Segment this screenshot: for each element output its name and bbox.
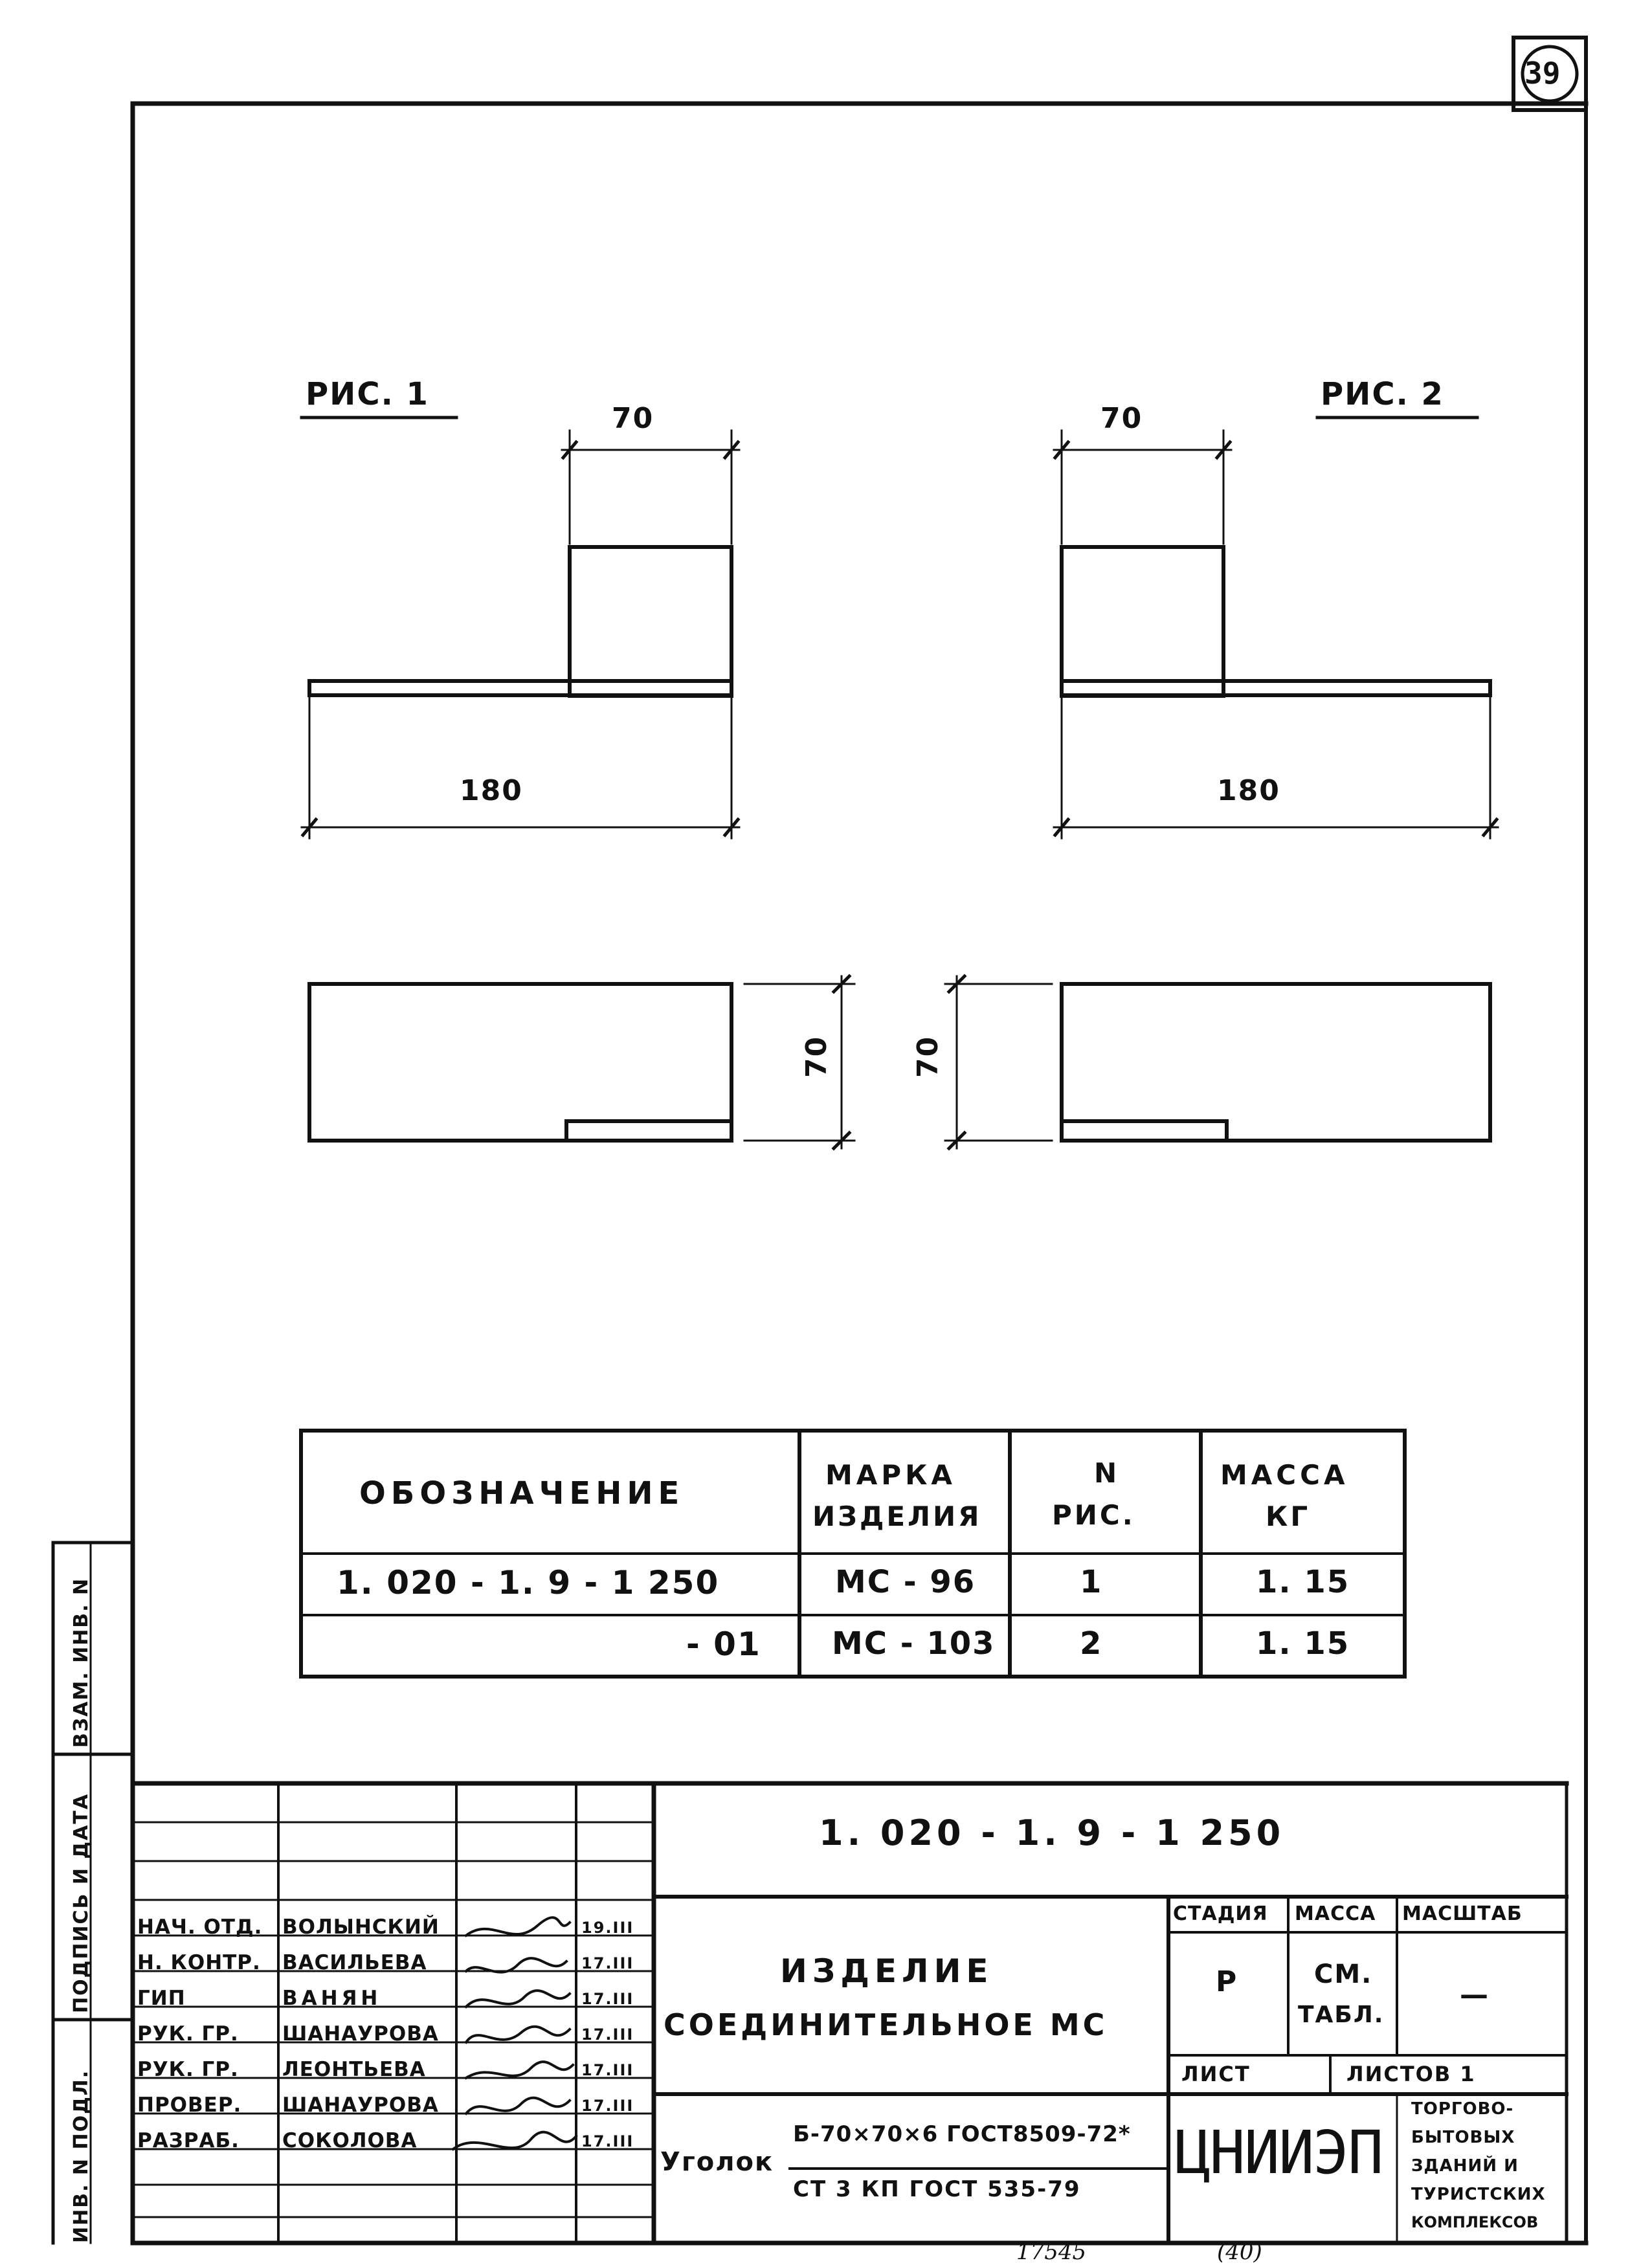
- staff-name: СОКОЛОВА: [282, 2129, 418, 2152]
- spec-header-mark-2: ИЗДЕЛИЯ: [812, 1501, 982, 1532]
- staff-name: ВАСИЛЬЕВА: [282, 1951, 427, 1974]
- side-label-replace-inv: ВЗАМ. ИНВ. N: [70, 1577, 93, 1748]
- sheet-label: ЛИСТ: [1181, 2062, 1251, 2086]
- mass-value-2: ТАБЛ.: [1298, 2002, 1385, 2028]
- spec-row1-mark: МС - 96: [835, 1564, 976, 1600]
- fig2-front-view: [1062, 547, 1490, 696]
- org-desc-3: ЗДАНИЙ И: [1411, 2156, 1519, 2176]
- spec-row2-mass: 1. 15: [1256, 1625, 1350, 1662]
- title-line-2: СОЕДИНИТЕЛЬНОЕ МС: [664, 2007, 1108, 2042]
- spec-row1-designation: 1. 020 - 1. 9 - 1 250: [337, 1564, 720, 1601]
- title-line-1: ИЗДЕЛИЕ: [780, 1952, 994, 1990]
- fig2-dim-bottom: 180: [1217, 774, 1280, 807]
- spec-row1-mass: 1. 15: [1256, 1564, 1350, 1600]
- org-desc-5: КОМПЛЕКСОВ: [1411, 2213, 1539, 2231]
- staff-role: РАЗРАБ.: [137, 2129, 240, 2152]
- material-label: Уголок: [660, 2147, 774, 2177]
- side-label-inv-sub: ИНВ. N ПОДЛ.: [70, 2069, 93, 2243]
- material-top: Б-70×70×6 ГОСТ8509-72*: [793, 2121, 1131, 2147]
- fig1-dim-side: 70: [800, 1035, 833, 1078]
- spec-header-fig-2: РИС.: [1052, 1499, 1135, 1531]
- sheet-number: 39: [1524, 56, 1561, 91]
- sheets-label: ЛИСТОВ 1: [1346, 2062, 1476, 2086]
- spec-row2-designation: - 01: [686, 1625, 761, 1663]
- spec-header-designation: ОБОЗНАЧЕНИЕ: [359, 1475, 685, 1512]
- staff-name: ВАНЯН: [282, 1987, 382, 2010]
- staff-name: ВОЛЫНСКИЙ: [282, 1915, 440, 1939]
- fig1-dim-bottom: 180: [460, 774, 523, 807]
- org-desc-4: ТУРИСТСКИХ: [1411, 2185, 1546, 2204]
- organization-logo: ЦНИИЭП: [1175, 2118, 1383, 2187]
- staff-name: ШАНАУРОВА: [282, 2022, 439, 2046]
- staff-role: НАЧ. ОТД.: [137, 1915, 263, 1939]
- fig2-plan-view: [1062, 984, 1490, 1141]
- spec-header-mass-1: МАССА: [1220, 1459, 1349, 1491]
- staff-role: ГИП: [137, 1987, 186, 2010]
- org-desc-2: БЫТОВЫХ: [1411, 2128, 1515, 2147]
- fig1-dim-top: 70: [612, 402, 654, 435]
- org-desc-1: ТОРГОВО-: [1411, 2099, 1514, 2119]
- staff-name: ЛЕОНТЬЕВА: [282, 2058, 426, 2081]
- staff-date: 17.III: [581, 1990, 634, 2008]
- fig1-front-view: [309, 547, 731, 696]
- fig2-dim-side: 70: [911, 1035, 944, 1078]
- spec-header-mass-2: КГ: [1266, 1501, 1311, 1532]
- scale-label: МАСШТАБ: [1402, 1902, 1523, 1925]
- material-bottom: СТ 3 КП ГОСТ 535-79: [793, 2176, 1081, 2202]
- staff-date: 17.III: [581, 1954, 634, 1972]
- page-reference: (40): [1217, 2239, 1262, 2265]
- staff-role: РУК. ГР.: [137, 2058, 239, 2081]
- spec-header-mark-1: МАРКА: [825, 1459, 956, 1491]
- side-label-signature-date: ПОДПИСЬ И ДАТА: [70, 1792, 93, 2013]
- mass-label: МАССА: [1295, 1902, 1376, 1925]
- spec-row2-mark: МС - 103: [832, 1625, 996, 1662]
- staff-date: 17.III: [581, 2061, 634, 2079]
- spec-row2-fig: 2: [1080, 1625, 1103, 1662]
- scale-value: —: [1460, 1978, 1490, 2011]
- stage-value: Р: [1216, 1965, 1238, 1998]
- fig1-label: РИС. 1: [306, 376, 429, 412]
- staff-role: Н. КОНТР.: [137, 1951, 261, 1974]
- stage-label: СТАДИЯ: [1173, 1902, 1268, 1925]
- staff-date: 17.III: [581, 2132, 634, 2150]
- staff-date: 19.III: [581, 1919, 634, 1937]
- fig2-label: РИС. 2: [1321, 376, 1444, 412]
- staff-date: 17.III: [581, 2025, 634, 2044]
- staff-role: РУК. ГР.: [137, 2022, 239, 2046]
- archive-number: 17545: [1016, 2239, 1087, 2265]
- document-code: 1. 020 - 1. 9 - 1 250: [819, 1813, 1285, 1853]
- staff-date: 17.III: [581, 2097, 634, 2115]
- fig1-plan-view: [309, 984, 731, 1141]
- mass-value-1: СМ.: [1314, 1959, 1373, 1989]
- fig2-dim-top: 70: [1100, 402, 1143, 435]
- staff-name: ШАНАУРОВА: [282, 2093, 439, 2117]
- staff-role: ПРОВЕР.: [137, 2093, 242, 2117]
- spec-row1-fig: 1: [1080, 1564, 1103, 1600]
- spec-header-fig-1: N: [1094, 1457, 1119, 1489]
